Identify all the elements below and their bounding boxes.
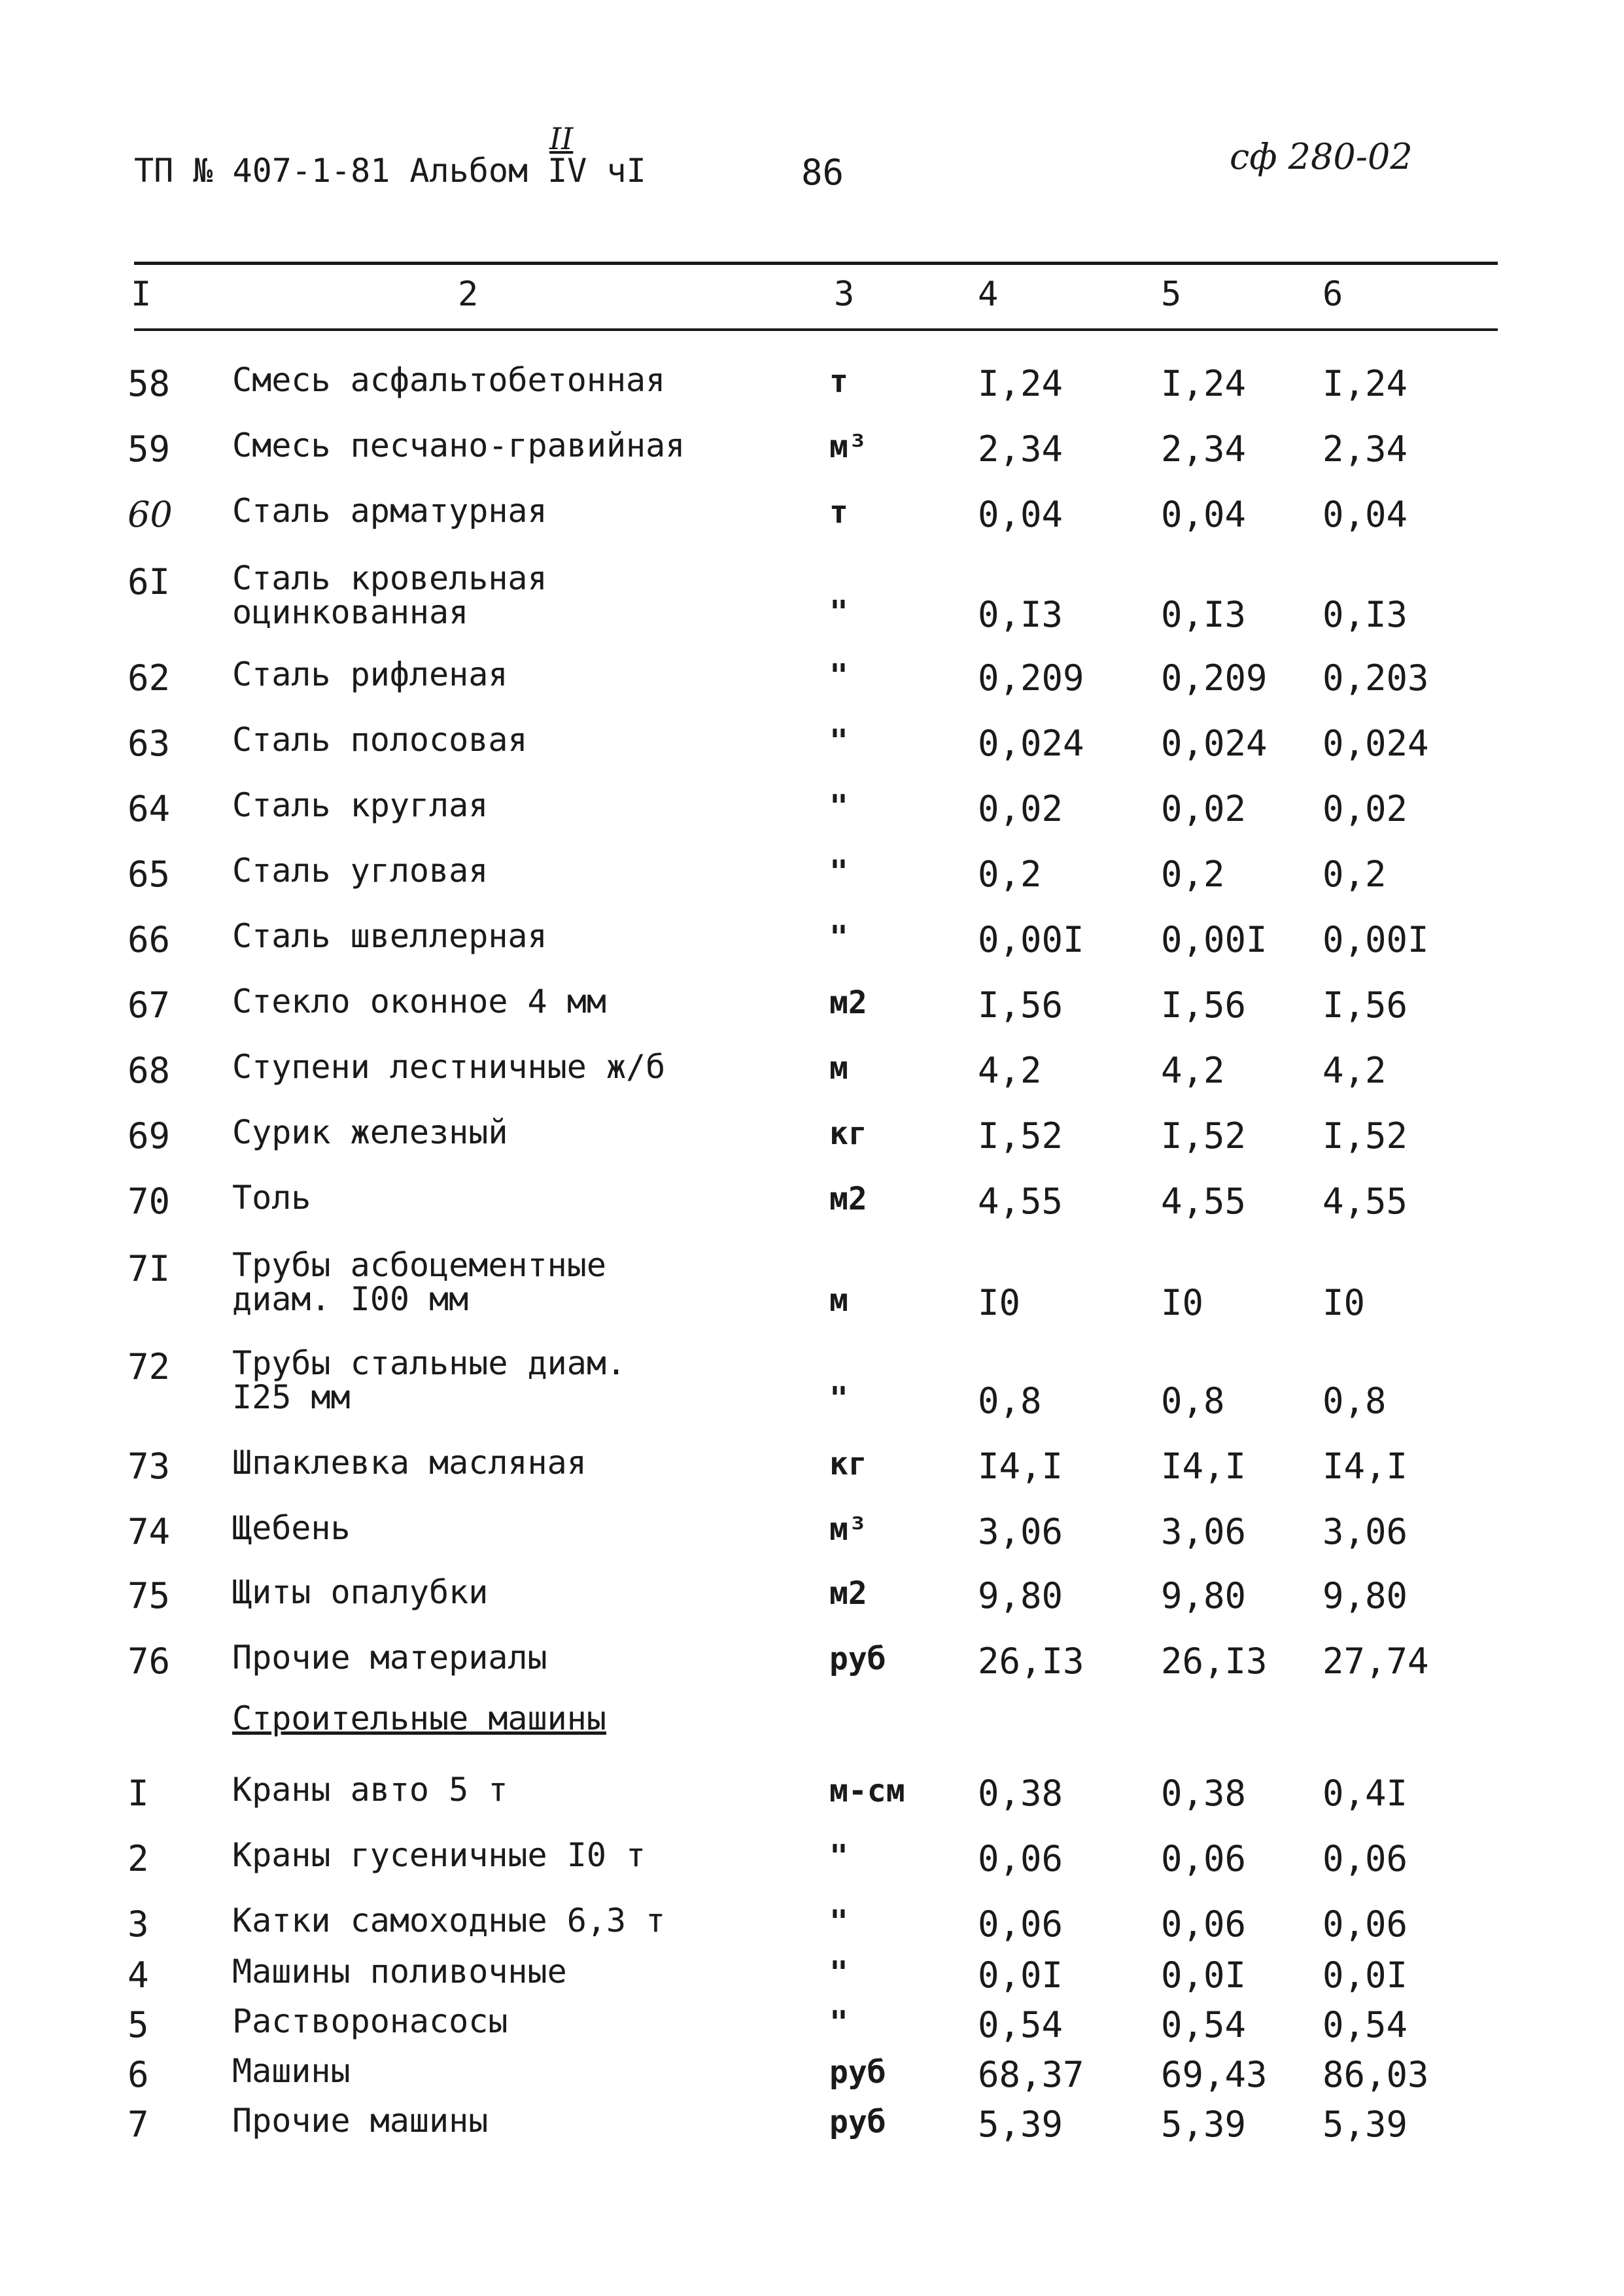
row-name: Стекло оконное 4 мм	[232, 983, 606, 1020]
row-name: Краны гусеничные I0 т	[232, 1836, 646, 1874]
column-header-6: 6	[1322, 275, 1343, 314]
row-value-5: 0,209	[1161, 657, 1268, 699]
row-value-5: I0	[1161, 1282, 1204, 1323]
row-value-5: 3,06	[1161, 1511, 1247, 1552]
column-header-3: 3	[834, 275, 855, 314]
row-value-5: 26,I3	[1161, 1641, 1268, 1682]
row-value-6: 0,00I	[1322, 919, 1429, 960]
row-unit: "	[829, 594, 848, 631]
row-value-5: 0,54	[1161, 2004, 1247, 2045]
row-number: 67	[128, 984, 171, 1026]
row-value-6: 0,8	[1322, 1380, 1387, 1421]
row-number: 70	[128, 1181, 171, 1222]
row-value-6: 4,55	[1322, 1181, 1408, 1222]
row-name: Смесь песчано-гравийная	[232, 426, 685, 464]
row-name: Сталь швеллерная	[232, 917, 547, 955]
row-value-6: 0,02	[1322, 788, 1408, 829]
row-value-6: 0,024	[1322, 723, 1429, 764]
row-name: Сурик железный	[232, 1113, 508, 1151]
document-code: сф 280-02	[1230, 136, 1413, 177]
row-value-5: 4,2	[1161, 1050, 1225, 1091]
row-name: Ступени лестничные ж/б	[232, 1048, 666, 1086]
row-value-4: I,24	[978, 363, 1063, 404]
row-value-6: 4,2	[1322, 1050, 1387, 1091]
row-value-6: I4,I	[1322, 1446, 1408, 1487]
column-header-4: 4	[978, 275, 999, 314]
row-value-5: 0,I3	[1161, 594, 1247, 635]
row-unit: "	[829, 723, 848, 759]
row-name: Прочие машины	[232, 2102, 489, 2140]
table-header-rule	[134, 328, 1498, 331]
row-name: Прочие материалы	[232, 1639, 547, 1677]
row-name: Трубы стальные диам. I25 мм	[232, 1344, 627, 1416]
row-value-5: I,56	[1161, 984, 1247, 1026]
row-unit: "	[829, 919, 848, 956]
row-value-4: 0,38	[978, 1773, 1063, 1814]
row-unit: "	[829, 2004, 848, 2041]
row-name: Краны авто 5 т	[232, 1771, 508, 1809]
table-top-rule	[134, 262, 1498, 265]
row-value-6: 27,74	[1322, 1641, 1429, 1682]
row-value-5: I4,I	[1161, 1446, 1247, 1487]
row-name: Толь	[232, 1179, 311, 1217]
row-value-6: 9,80	[1322, 1575, 1408, 1616]
row-value-5: 69,43	[1161, 2054, 1268, 2095]
row-value-5: 0,2	[1161, 854, 1225, 895]
row-unit: т	[829, 363, 848, 400]
album-number-handwritten: II	[549, 121, 574, 156]
row-number: 63	[128, 723, 171, 764]
row-name: Шпаклевка масляная	[232, 1444, 587, 1482]
row-unit: м³	[829, 428, 867, 465]
row-value-6: 0,04	[1322, 494, 1408, 535]
row-number: 62	[128, 657, 171, 699]
row-number: 5	[128, 2004, 149, 2045]
row-value-4: 0,2	[978, 854, 1042, 895]
row-value-4: 0,02	[978, 788, 1063, 829]
row-number: 6I	[128, 561, 171, 602]
row-unit: "	[829, 1955, 848, 1991]
row-unit: "	[829, 657, 848, 694]
row-name: Смесь асфальтобетонная	[232, 361, 666, 399]
row-value-4: 9,80	[978, 1575, 1063, 1616]
row-unit: кг	[829, 1115, 867, 1152]
row-value-4: I4,I	[978, 1446, 1063, 1487]
row-value-5: 9,80	[1161, 1575, 1247, 1616]
row-number: 72	[128, 1346, 171, 1387]
row-unit: м	[829, 1282, 848, 1319]
row-value-5: I,52	[1161, 1115, 1247, 1157]
row-unit: "	[829, 1838, 848, 1875]
row-number: 3	[128, 1904, 149, 1945]
row-name: Растворонасосы	[232, 2002, 508, 2040]
row-value-4: 4,2	[978, 1050, 1042, 1091]
row-value-6: I,52	[1322, 1115, 1408, 1157]
column-header-1: I	[131, 275, 152, 314]
row-value-4: 0,8	[978, 1380, 1042, 1421]
row-unit: "	[829, 854, 848, 890]
column-header-5: 5	[1161, 275, 1182, 314]
row-value-5: 2,34	[1161, 428, 1247, 470]
row-value-6: 86,03	[1322, 2054, 1429, 2095]
row-value-4: 3,06	[978, 1511, 1063, 1552]
row-unit: м2	[829, 1575, 867, 1612]
row-value-4: 0,06	[978, 1838, 1063, 1879]
row-number: 60	[128, 494, 173, 535]
row-number: 7	[128, 2104, 149, 2145]
row-number: I	[128, 1773, 149, 1814]
row-value-5: 0,02	[1161, 788, 1247, 829]
row-value-6: I0	[1322, 1282, 1366, 1323]
row-value-4: 68,37	[978, 2054, 1084, 2095]
row-value-5: 0,38	[1161, 1773, 1247, 1814]
row-name: Машины	[232, 2052, 351, 2090]
row-number: 68	[128, 1050, 171, 1091]
row-value-6: I,24	[1322, 363, 1408, 404]
row-unit: руб	[829, 2054, 886, 2091]
row-unit: м2	[829, 1181, 867, 1217]
row-value-4: I,52	[978, 1115, 1063, 1157]
row-value-5: 0,04	[1161, 494, 1247, 535]
row-value-6: 0,I3	[1322, 594, 1408, 635]
row-value-5: 4,55	[1161, 1181, 1247, 1222]
row-value-5: 0,024	[1161, 723, 1268, 764]
row-value-4: 0,024	[978, 723, 1084, 764]
row-value-6: 0,2	[1322, 854, 1387, 895]
row-value-4: 26,I3	[978, 1641, 1084, 1682]
row-unit: м	[829, 1050, 848, 1087]
row-number: 64	[128, 788, 171, 829]
row-name: Машины поливочные	[232, 1953, 567, 1991]
row-name: Сталь круглая	[232, 786, 489, 824]
document-reference: ТП № 407-1-81 Альбом IV чI	[134, 152, 646, 190]
row-value-4: 4,55	[978, 1181, 1063, 1222]
column-header-2: 2	[458, 275, 479, 314]
row-number: 59	[128, 428, 171, 470]
row-unit: кг	[829, 1446, 867, 1482]
row-value-6: 2,34	[1322, 428, 1408, 470]
row-value-4: 5,39	[978, 2104, 1063, 2145]
page-number: 86	[801, 152, 844, 193]
section-title-machines: Строительные машины	[232, 1699, 606, 1737]
row-value-4: 2,34	[978, 428, 1063, 470]
row-unit: "	[829, 1380, 848, 1417]
row-value-4: 0,209	[978, 657, 1084, 699]
row-number: 7I	[128, 1248, 171, 1289]
row-unit: "	[829, 788, 848, 825]
row-value-5: 5,39	[1161, 2104, 1247, 2145]
row-number: 75	[128, 1575, 171, 1616]
row-unit: руб	[829, 2104, 886, 2140]
row-name: Щебень	[232, 1509, 351, 1547]
row-value-6: 0,06	[1322, 1838, 1408, 1879]
row-number: 6	[128, 2054, 149, 2095]
row-number: 65	[128, 854, 171, 895]
row-value-6: 0,54	[1322, 2004, 1408, 2045]
row-value-4: 0,06	[978, 1904, 1063, 1945]
row-value-5: 0,00I	[1161, 919, 1268, 960]
row-value-4: 0,I3	[978, 594, 1063, 635]
row-value-6: 3,06	[1322, 1511, 1408, 1552]
row-value-5: 0,0I	[1161, 1955, 1247, 1996]
row-number: 74	[128, 1511, 171, 1552]
row-value-4: 0,54	[978, 2004, 1063, 2045]
row-value-4: 0,0I	[978, 1955, 1063, 1996]
row-unit: "	[829, 1904, 848, 1940]
row-value-4: I,56	[978, 984, 1063, 1026]
row-name: Сталь полосовая	[232, 721, 528, 759]
row-value-5: 0,06	[1161, 1838, 1247, 1879]
row-unit: т	[829, 494, 848, 531]
row-number: 4	[128, 1955, 149, 1996]
row-value-4: 0,00I	[978, 919, 1084, 960]
row-value-4: I0	[978, 1282, 1021, 1323]
row-value-6: I,56	[1322, 984, 1408, 1026]
row-name: Щиты опалубки	[232, 1573, 489, 1611]
row-value-5: 0,06	[1161, 1904, 1247, 1945]
row-name: Сталь рифленая	[232, 655, 508, 693]
row-name: Трубы асбоцементные диам. I00 мм	[232, 1246, 606, 1318]
row-value-5: I,24	[1161, 363, 1247, 404]
row-value-4: 0,04	[978, 494, 1063, 535]
row-name: Сталь арматурная	[232, 492, 547, 530]
row-value-6: 0,06	[1322, 1904, 1408, 1945]
row-number: 76	[128, 1641, 171, 1682]
row-value-5: 0,8	[1161, 1380, 1225, 1421]
row-number: 73	[128, 1446, 171, 1487]
row-unit: м2	[829, 984, 867, 1021]
row-value-6: 5,39	[1322, 2104, 1408, 2145]
row-name: Сталь кровельная оцинкованная	[232, 559, 547, 631]
row-name: Катки самоходные 6,3 т	[232, 1902, 666, 1939]
row-unit: руб	[829, 1641, 886, 1677]
row-value-6: 0,0I	[1322, 1955, 1408, 1996]
row-number: 58	[128, 363, 171, 404]
row-unit: м³	[829, 1511, 867, 1548]
row-number: 66	[128, 919, 171, 960]
row-number: 2	[128, 1838, 149, 1879]
row-value-6: 0,4I	[1322, 1773, 1408, 1814]
row-value-6: 0,203	[1322, 657, 1429, 699]
row-name: Сталь угловая	[232, 852, 489, 890]
row-number: 69	[128, 1115, 171, 1157]
row-unit: м-см	[829, 1773, 905, 1809]
